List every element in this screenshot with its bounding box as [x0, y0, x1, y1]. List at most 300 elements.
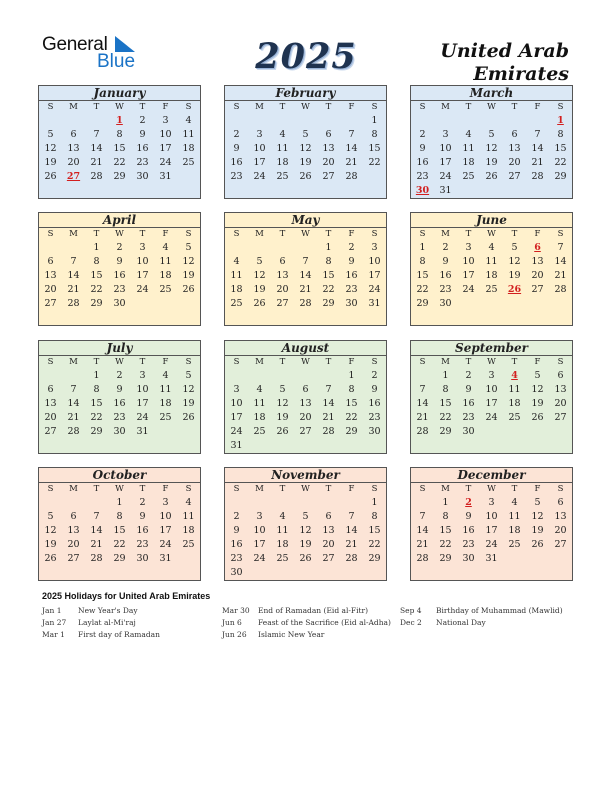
weekday-label: F [534, 102, 541, 112]
weekday-label: F [348, 357, 355, 367]
month-name: September [411, 341, 572, 356]
empty-day-cell [294, 114, 317, 128]
day-cell: 29 [439, 426, 452, 437]
day-cell: 23 [113, 284, 126, 295]
day-cell: 7 [70, 256, 77, 267]
day-cell: 7 [70, 384, 77, 395]
empty-day-cell [503, 184, 526, 198]
holidays-title: 2025 Holidays for United Arab Emirates [42, 591, 211, 601]
day-cell: 15 [416, 270, 429, 281]
weekday-label: M [255, 229, 264, 239]
holiday-date: Mar 30 [222, 606, 250, 615]
holiday-entry [222, 605, 391, 617]
day-cell: 15 [368, 143, 381, 154]
day-cell: 17 [159, 143, 172, 154]
month-name: April [39, 213, 200, 228]
day-cell: 14 [554, 256, 567, 267]
day-cell: 8 [557, 129, 564, 140]
empty-day-cell [363, 439, 386, 453]
day-cell: 2 [442, 242, 449, 253]
day-cell: 15 [345, 398, 358, 409]
day-cell: 4 [185, 115, 192, 126]
day-cell: 18 [508, 398, 521, 409]
day-cell: 23 [136, 157, 149, 168]
day-cell: 20 [276, 284, 289, 295]
day-cell: 26 [253, 298, 266, 309]
empty-day-cell [39, 241, 62, 255]
day-cell: 18 [276, 157, 289, 168]
day-cell: 14 [67, 270, 80, 281]
week-row [39, 269, 200, 283]
day-cell: 10 [136, 384, 149, 395]
day-cell: 6 [557, 497, 564, 508]
day-cell: 1 [348, 370, 355, 381]
day-cell: 16 [462, 525, 475, 536]
day-cell: 6 [557, 370, 564, 381]
day-cell: 10 [253, 525, 266, 536]
day-cell: 25 [462, 171, 475, 182]
day-cell: 7 [93, 129, 100, 140]
holiday-entry [222, 629, 391, 641]
week-row [39, 297, 200, 311]
empty-day-cell [294, 439, 317, 453]
day-cell: 6 [511, 129, 518, 140]
week-row [225, 142, 386, 156]
day-cell: 30 [439, 298, 452, 309]
empty-day-cell [271, 241, 294, 255]
day-cell: 28 [416, 553, 429, 564]
day-cell: 28 [554, 284, 567, 295]
day-cell: 18 [462, 157, 475, 168]
day-cell: 18 [182, 143, 195, 154]
day-cell: 31 [485, 553, 498, 564]
weekday-header [225, 356, 386, 369]
weekday-label: S [233, 357, 240, 367]
day-cell: 29 [416, 298, 429, 309]
weekday-header [225, 101, 386, 114]
day-cell: 20 [299, 412, 312, 423]
day-cell: 30 [368, 426, 381, 437]
holiday-name: Islamic New Year [258, 630, 325, 639]
month-name: August [225, 341, 386, 356]
day-cell: 6 [47, 384, 54, 395]
day-cell: 16 [136, 143, 149, 154]
week-row [411, 241, 572, 255]
empty-day-cell [248, 439, 271, 453]
day-cell: 13 [67, 143, 80, 154]
empty-day-cell [317, 369, 340, 383]
day-cell: 5 [488, 129, 495, 140]
week-row [411, 128, 572, 142]
day-cell: 26 [299, 171, 312, 182]
weekday-header [225, 228, 386, 241]
week-row [411, 283, 572, 297]
month-april [38, 212, 201, 326]
day-cell: 6 [325, 511, 332, 522]
day-cell: 5 [511, 242, 518, 253]
day-cell: 7 [348, 129, 355, 140]
empty-day-cell [480, 297, 503, 311]
weekday-label: T [511, 229, 518, 239]
week-row [225, 411, 386, 425]
day-cell: 19 [531, 525, 544, 536]
week-row [225, 566, 386, 580]
day-cell: 12 [531, 384, 544, 395]
day-cell: 18 [253, 412, 266, 423]
day-cell: 19 [44, 539, 57, 550]
month-name: October [39, 468, 200, 483]
month-february [224, 85, 387, 199]
day-cell: 16 [230, 157, 243, 168]
day-cell: 13 [44, 270, 57, 281]
day-cell: 10 [230, 398, 243, 409]
weekday-label: T [93, 229, 100, 239]
day-cell: 14 [90, 143, 103, 154]
empty-day-cell [177, 297, 200, 311]
week-row [411, 496, 572, 510]
day-cell: 8 [116, 129, 123, 140]
weekday-label: M [441, 357, 450, 367]
day-cell: 3 [488, 497, 495, 508]
day-cell: 12 [44, 525, 57, 536]
day-cell: 15 [322, 270, 335, 281]
day-cell: 4 [162, 370, 169, 381]
day-cell: 13 [322, 143, 335, 154]
month-name: May [225, 213, 386, 228]
empty-day-cell [526, 184, 549, 198]
holiday-name: Birthday of Muhammad (Mawlid) [436, 606, 563, 615]
day-cell: 25 [508, 539, 521, 550]
day-cell: 28 [67, 298, 80, 309]
week-row [411, 524, 572, 538]
day-cell: 19 [182, 270, 195, 281]
day-cell: 15 [113, 143, 126, 154]
day-cell: 25 [253, 426, 266, 437]
day-cell: 2 [233, 129, 240, 140]
holiday-day-cell: 26 [507, 284, 522, 295]
empty-day-cell [340, 439, 363, 453]
day-cell: 31 [230, 440, 243, 451]
country-name [440, 40, 569, 86]
day-cell: 2 [465, 370, 472, 381]
day-cell: 11 [253, 398, 266, 409]
day-cell: 3 [442, 129, 449, 140]
weekday-label: S [371, 229, 378, 239]
day-cell: 22 [368, 539, 381, 550]
weekday-label: T [465, 357, 472, 367]
holiday-day-cell: 4 [511, 370, 518, 381]
day-cell: 13 [44, 398, 57, 409]
day-cell: 21 [90, 157, 103, 168]
week-row [225, 496, 386, 510]
day-cell: 19 [299, 539, 312, 550]
day-cell: 2 [116, 242, 123, 253]
day-cell: 19 [485, 157, 498, 168]
empty-day-cell [317, 496, 340, 510]
day-cell: 31 [159, 553, 172, 564]
day-cell: 1 [93, 370, 100, 381]
weekday-label: S [557, 484, 564, 494]
empty-day-cell [39, 369, 62, 383]
weekday-label: T [279, 102, 286, 112]
day-cell: 25 [230, 298, 243, 309]
day-cell: 9 [233, 525, 240, 536]
empty-day-cell [363, 566, 386, 580]
day-cell: 22 [113, 157, 126, 168]
day-cell: 25 [159, 412, 172, 423]
weekday-label: M [441, 102, 450, 112]
day-cell: 10 [159, 129, 172, 140]
day-cell: 28 [531, 171, 544, 182]
day-cell: 4 [185, 497, 192, 508]
month-october [38, 467, 201, 581]
day-cell: 2 [419, 129, 426, 140]
day-cell: 23 [368, 412, 381, 423]
weekday-label: T [279, 229, 286, 239]
day-cell: 2 [139, 497, 146, 508]
month-name: June [411, 213, 572, 228]
week-row [39, 170, 200, 184]
empty-day-cell [225, 114, 248, 128]
day-cell: 9 [139, 511, 146, 522]
month-june [410, 212, 573, 326]
week-row [39, 397, 200, 411]
weekday-label: S [371, 484, 378, 494]
weekday-label: F [162, 229, 169, 239]
month-july [38, 340, 201, 454]
day-cell: 27 [531, 284, 544, 295]
day-cell: 4 [465, 129, 472, 140]
empty-day-cell [248, 241, 271, 255]
day-cell: 23 [136, 539, 149, 550]
day-cell: 9 [465, 511, 472, 522]
day-cell: 14 [416, 525, 429, 536]
day-cell: 7 [419, 384, 426, 395]
weekday-label: S [557, 102, 564, 112]
empty-day-cell [457, 297, 480, 311]
day-cell: 12 [276, 398, 289, 409]
empty-day-cell [154, 425, 177, 439]
weekday-label: T [93, 102, 100, 112]
empty-day-cell [503, 425, 526, 439]
holiday-column [42, 605, 160, 641]
day-cell: 4 [233, 256, 240, 267]
weekday-header [225, 483, 386, 496]
day-cell: 18 [485, 270, 498, 281]
day-cell: 9 [233, 143, 240, 154]
empty-day-cell [317, 114, 340, 128]
month-name: November [225, 468, 386, 483]
day-cell: 1 [442, 370, 449, 381]
weekday-label: T [511, 484, 518, 494]
weekday-label: S [233, 484, 240, 494]
day-cell: 16 [230, 539, 243, 550]
month-december [410, 467, 573, 581]
day-cell: 22 [345, 412, 358, 423]
week-row [411, 269, 572, 283]
day-cell: 23 [416, 171, 429, 182]
weekday-label: T [139, 484, 146, 494]
month-name: January [39, 86, 200, 101]
day-cell: 10 [253, 143, 266, 154]
day-cell: 10 [485, 384, 498, 395]
weekday-label: T [511, 102, 518, 112]
empty-day-cell [177, 425, 200, 439]
holiday-entry [400, 617, 563, 629]
day-cell: 3 [256, 511, 263, 522]
day-cell: 21 [299, 284, 312, 295]
empty-day-cell [177, 552, 200, 566]
day-cell: 12 [253, 270, 266, 281]
day-cell: 27 [299, 426, 312, 437]
week-row [411, 114, 572, 128]
day-cell: 26 [531, 539, 544, 550]
day-cell: 29 [554, 171, 567, 182]
day-cell: 5 [185, 242, 192, 253]
day-cell: 12 [485, 143, 498, 154]
week-row [225, 369, 386, 383]
week-row [225, 397, 386, 411]
day-cell: 28 [322, 426, 335, 437]
day-cell: 15 [90, 270, 103, 281]
holiday-day-cell: 30 [415, 185, 430, 196]
day-cell: 11 [230, 270, 243, 281]
week-row [411, 411, 572, 425]
day-cell: 4 [162, 242, 169, 253]
week-row [39, 538, 200, 552]
day-cell: 31 [136, 426, 149, 437]
day-cell: 20 [322, 539, 335, 550]
empty-day-cell [177, 170, 200, 184]
day-cell: 9 [116, 384, 123, 395]
empty-day-cell [85, 496, 108, 510]
day-cell: 8 [442, 511, 449, 522]
day-cell: 2 [139, 115, 146, 126]
day-cell: 14 [67, 398, 80, 409]
country-name-line2: Emirates [473, 63, 569, 85]
empty-day-cell [526, 552, 549, 566]
day-cell: 30 [113, 426, 126, 437]
week-row [225, 283, 386, 297]
day-cell: 16 [368, 398, 381, 409]
weekday-header [39, 228, 200, 241]
day-cell: 8 [325, 256, 332, 267]
holiday-day-cell: 2 [465, 497, 472, 508]
weekday-label: S [233, 102, 240, 112]
day-cell: 24 [253, 553, 266, 564]
day-cell: 9 [465, 384, 472, 395]
day-cell: 24 [439, 171, 452, 182]
week-row [39, 425, 200, 439]
holiday-name: First day of Ramadan [78, 630, 160, 639]
empty-day-cell [271, 439, 294, 453]
day-cell: 30 [230, 567, 243, 578]
day-cell: 24 [462, 284, 475, 295]
week-row [411, 538, 572, 552]
weekday-label: W [115, 484, 124, 494]
week-row [39, 524, 200, 538]
week-row [225, 297, 386, 311]
day-cell: 29 [90, 298, 103, 309]
day-cell: 1 [419, 242, 426, 253]
empty-day-cell [225, 369, 248, 383]
empty-day-cell [248, 114, 271, 128]
day-cell: 12 [508, 256, 521, 267]
empty-day-cell [62, 496, 85, 510]
weekday-label: M [255, 484, 264, 494]
weekday-label: S [557, 357, 564, 367]
day-cell: 15 [554, 143, 567, 154]
day-cell: 22 [439, 412, 452, 423]
empty-day-cell [549, 297, 572, 311]
week-row [411, 397, 572, 411]
day-cell: 12 [44, 143, 57, 154]
week-row [225, 425, 386, 439]
day-cell: 5 [302, 129, 309, 140]
month-september [410, 340, 573, 454]
empty-day-cell [39, 114, 62, 128]
month-name: March [411, 86, 572, 101]
day-cell: 27 [44, 298, 57, 309]
day-cell: 12 [299, 143, 312, 154]
day-cell: 29 [322, 298, 335, 309]
empty-day-cell [294, 496, 317, 510]
day-cell: 10 [439, 143, 452, 154]
day-cell: 24 [136, 412, 149, 423]
empty-day-cell [225, 496, 248, 510]
week-row [225, 524, 386, 538]
day-cell: 25 [159, 284, 172, 295]
day-cell: 21 [416, 412, 429, 423]
day-cell: 28 [90, 171, 103, 182]
weekday-header [411, 101, 572, 114]
day-cell: 25 [182, 539, 195, 550]
empty-day-cell [294, 241, 317, 255]
weekday-label: W [487, 229, 496, 239]
day-cell: 14 [345, 525, 358, 536]
day-cell: 7 [302, 256, 309, 267]
empty-day-cell [503, 552, 526, 566]
day-cell: 25 [508, 412, 521, 423]
day-cell: 19 [299, 157, 312, 168]
weekday-header [411, 483, 572, 496]
holiday-day-cell: 27 [66, 171, 81, 182]
day-cell: 3 [488, 370, 495, 381]
day-cell: 19 [531, 398, 544, 409]
day-cell: 30 [113, 298, 126, 309]
day-cell: 12 [531, 511, 544, 522]
day-cell: 16 [439, 270, 452, 281]
day-cell: 7 [419, 511, 426, 522]
day-cell: 7 [348, 511, 355, 522]
weekday-label: F [348, 484, 355, 494]
day-cell: 11 [182, 129, 195, 140]
weekday-label: M [255, 357, 264, 367]
empty-day-cell [526, 297, 549, 311]
weekday-label: W [301, 102, 310, 112]
day-cell: 13 [554, 511, 567, 522]
day-cell: 10 [136, 256, 149, 267]
day-cell: 11 [276, 525, 289, 536]
month-january [38, 85, 201, 199]
weekday-label: T [139, 102, 146, 112]
week-row [225, 156, 386, 170]
day-cell: 19 [44, 157, 57, 168]
day-cell: 20 [554, 525, 567, 536]
day-cell: 7 [557, 242, 564, 253]
day-cell: 25 [276, 171, 289, 182]
logo-text-general: General [42, 34, 108, 55]
